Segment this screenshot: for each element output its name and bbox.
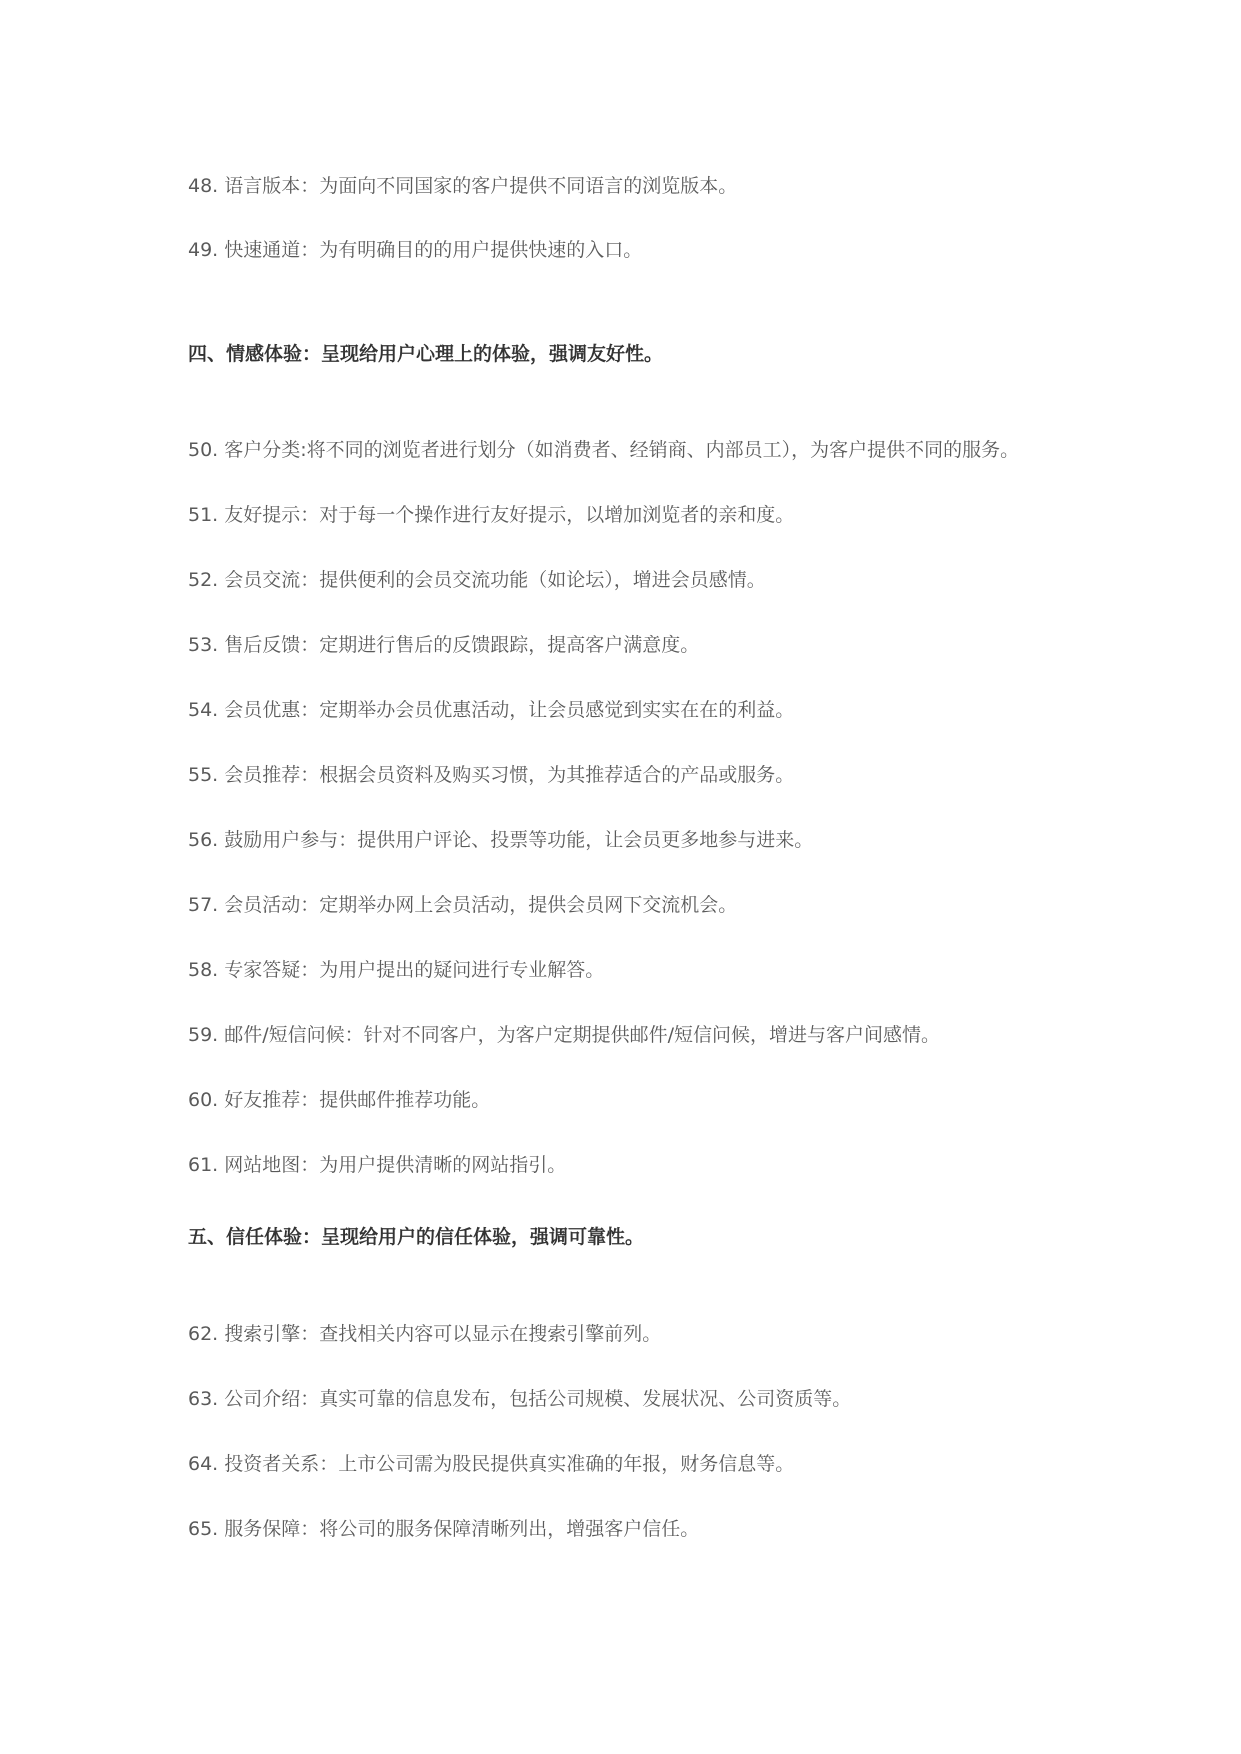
list-item-54: 54. 会员优惠：定期举办会员优惠活动，让会员感觉到实实在在的利益。 xyxy=(188,699,795,721)
list-item-63: 63. 公司介绍：真实可靠的信息发布，包括公司规模、发展状况、公司资质等。 xyxy=(188,1388,852,1410)
list-item-50: 50. 客户分类:将不同的浏览者进行划分（如消费者、经销商、内部员工），为客户提供不同的服务。 xyxy=(188,439,1020,461)
list-item-51: 51. 友好提示：对于每一个操作进行友好提示，以增加浏览者的亲和度。 xyxy=(188,504,795,526)
list-item-55: 55. 会员推荐：根据会员资料及购买习惯，为其推荐适合的产品或服务。 xyxy=(188,764,795,786)
list-item-52: 52. 会员交流：提供便利的会员交流功能（如论坛），增进会员感情。 xyxy=(188,569,766,591)
list-item-64: 64. 投资者关系：上市公司需为股民提供真实准确的年报，财务信息等。 xyxy=(188,1453,795,1475)
list-item-53: 53. 售后反馈：定期进行售后的反馈跟踪，提高客户满意度。 xyxy=(188,634,700,656)
list-item-59: 59. 邮件/短信问候：针对不同客户，为客户定期提供邮件/短信问候，增进与客户间感情。 xyxy=(188,1024,941,1046)
list-item-49: 49. 快速通道：为有明确目的的用户提供快速的入口。 xyxy=(188,239,643,261)
section-4-heading: 四、情感体验：呈现给用户心理上的体验，强调友好性。 xyxy=(188,343,664,365)
list-item-56: 56. 鼓励用户参与：提供用户评论、投票等功能，让会员更多地参与进来。 xyxy=(188,829,814,851)
list-item-57: 57. 会员活动：定期举办网上会员活动，提供会员网下交流机会。 xyxy=(188,894,738,916)
list-item-61: 61. 网站地图：为用户提供清晰的网站指引。 xyxy=(188,1154,567,1176)
list-item-58: 58. 专家答疑：为用户提出的疑问进行专业解答。 xyxy=(188,959,605,981)
list-item-60: 60. 好友推荐：提供邮件推荐功能。 xyxy=(188,1089,491,1111)
list-item-48: 48. 语言版本：为面向不同国家的客户提供不同语言的浏览版本。 xyxy=(188,175,738,197)
list-item-65: 65. 服务保障：将公司的服务保障清晰列出，增强客户信任。 xyxy=(188,1518,700,1540)
section-5-heading: 五、信任体验：呈现给用户的信任体验，强调可靠性。 xyxy=(188,1226,645,1248)
list-item-62: 62. 搜索引擎：查找相关内容可以显示在搜索引擎前列。 xyxy=(188,1323,662,1345)
